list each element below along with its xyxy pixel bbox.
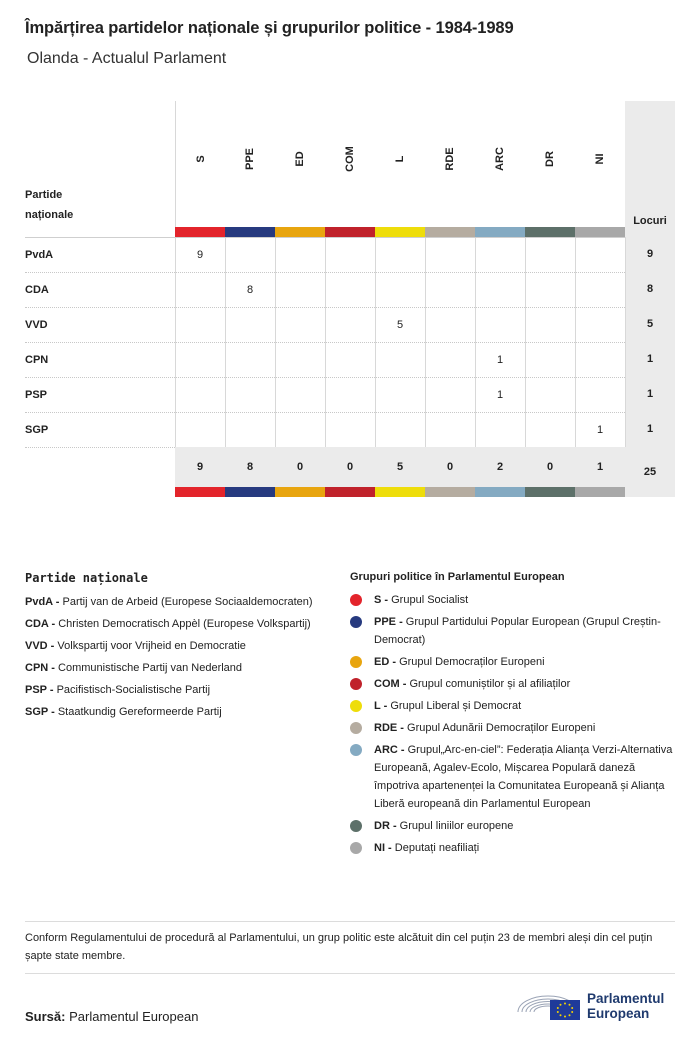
legend-national-parties xyxy=(25,571,325,725)
group-column-com xyxy=(325,101,375,237)
row-total: 5 xyxy=(646,318,654,330)
group-column-ed xyxy=(275,101,325,237)
legend-party-name: Partij van de Arbeid (Europese Sociaaldemocraten) xyxy=(62,596,313,608)
party-name: CDA xyxy=(25,284,49,296)
row-header-label xyxy=(25,185,73,225)
legend-color-dot-icon xyxy=(350,594,362,606)
legend-party-item xyxy=(25,593,325,611)
row-header-line2: naționale xyxy=(25,209,74,221)
column-total: 0 xyxy=(446,461,454,473)
source-label: Sursă: xyxy=(25,1009,66,1024)
group-color-bar-bottom-s xyxy=(175,487,225,497)
legend-color-dot-icon xyxy=(350,700,362,712)
source-line xyxy=(25,1009,198,1024)
group-header-s: S xyxy=(195,155,207,163)
legend-group-item xyxy=(350,719,675,737)
divider-bottom xyxy=(25,973,675,974)
legend-color-dot-icon xyxy=(350,678,362,690)
group-color-bar-top-ed xyxy=(275,227,325,237)
row-total: 9 xyxy=(646,248,654,260)
legend-group-name: Grupul Socialist xyxy=(391,594,469,606)
table-row xyxy=(25,412,625,448)
party-name: CPN xyxy=(25,354,49,366)
total-header-label: Locuri xyxy=(633,215,667,227)
table-row xyxy=(25,272,625,308)
legend-party-name: Staatkundig Gereformeerde Partij xyxy=(57,706,222,718)
legend-color-dot-icon xyxy=(350,656,362,668)
legend-group-code: PPE - xyxy=(374,616,403,628)
seat-cell: 1 xyxy=(496,354,504,366)
legend-party-name: Christen Democratisch Appèl (Europese Volkspartij) xyxy=(58,618,311,630)
legend-party-code: PSP - xyxy=(25,684,54,696)
legend-group-code: ED - xyxy=(374,656,396,668)
group-color-bar-top-dr xyxy=(525,227,575,237)
party-name: PSP xyxy=(25,389,48,401)
legend-color-dot-icon xyxy=(350,616,362,628)
group-color-bar-top-rde xyxy=(425,227,475,237)
page-title: Împărțirea partidelor naționale și grupurilor politice - 1984-1989 xyxy=(25,19,514,37)
grand-total: 25 xyxy=(625,447,675,497)
group-header-com: COM xyxy=(344,146,356,172)
ep-logo xyxy=(516,984,681,1024)
group-column-dr xyxy=(525,101,575,237)
total-row-divider xyxy=(25,447,175,448)
group-color-bar-bottom-com xyxy=(325,487,375,497)
group-header-ed: ED xyxy=(294,151,306,167)
column-total: 9 xyxy=(196,461,204,473)
group-column-l xyxy=(375,101,425,237)
legend-political-groups xyxy=(350,571,675,861)
legend-group-code: S - xyxy=(374,594,389,606)
legend-group-code: ARC - xyxy=(374,744,405,756)
column-total: 8 xyxy=(246,461,254,473)
table-row xyxy=(25,377,625,413)
legend-group-code: COM - xyxy=(374,678,407,690)
column-total: 0 xyxy=(346,461,354,473)
parliament-hemicycle-icon xyxy=(516,984,584,1024)
row-total: 1 xyxy=(646,388,654,400)
column-total: 1 xyxy=(596,461,604,473)
legend-group-name: Grupul Adunării Democraților Europeni xyxy=(407,722,596,734)
legend-party-item xyxy=(25,637,325,655)
legend-group-name: Grupul Partidului Popular European (Grupul Creștin-Democrat) xyxy=(374,616,661,646)
group-column-arc xyxy=(475,101,525,237)
column-total: 5 xyxy=(396,461,404,473)
table-row xyxy=(25,237,625,273)
legend-color-dot-icon xyxy=(350,722,362,734)
table-row xyxy=(25,307,625,343)
legend-group-code: RDE - xyxy=(374,722,404,734)
legend-party-name: Volkspartij voor Vrijheid en Democratie xyxy=(57,640,246,652)
table-row xyxy=(25,342,625,378)
legend-party-code: CDA - xyxy=(25,618,56,630)
legend-group-name: Grupul Liberal și Democrat xyxy=(390,700,522,712)
legend-group-item xyxy=(350,613,675,649)
legend-group-name: Grupul comuniștilor și al afiliaților xyxy=(409,678,571,690)
legend-party-code: SGP - xyxy=(25,706,55,718)
legend-party-code: CPN - xyxy=(25,662,55,674)
group-color-bar-bottom-dr xyxy=(525,487,575,497)
group-color-bar-bottom-ni xyxy=(575,487,625,497)
legend-party-name: Pacifistisch-Socialistische Partij xyxy=(56,684,211,696)
party-name: VVD xyxy=(25,319,48,331)
legend-party-item xyxy=(25,615,325,633)
legend-group-item xyxy=(350,741,675,813)
seat-cell: 9 xyxy=(196,249,204,261)
legend-color-dot-icon xyxy=(350,842,362,854)
column-total: 0 xyxy=(296,461,304,473)
column-total: 0 xyxy=(546,461,554,473)
party-name: SGP xyxy=(25,424,49,436)
legend-color-dot-icon xyxy=(350,820,362,832)
seat-cell: 8 xyxy=(246,284,254,296)
row-total: 8 xyxy=(646,283,654,295)
legend-party-item xyxy=(25,659,325,677)
group-color-bar-bottom-arc xyxy=(475,487,525,497)
legend-group-name: Grupul„Arc-en-ciel”: Federația Alianța Verzi-Alternativa Europeană, Agalev-Ecolo, Mișcarea Populară daneză împotriva apartenenței la Comunitatea Europeană și Alianța Liberă europeană din Parlamentul European xyxy=(374,744,673,810)
group-column-rde xyxy=(425,101,475,237)
group-color-bar-bottom-rde xyxy=(425,487,475,497)
legend-group-item xyxy=(350,839,675,857)
legend-group-code: NI - xyxy=(374,842,392,854)
group-color-bar-top-s xyxy=(175,227,225,237)
group-header-arc: ARC xyxy=(494,147,506,171)
group-column-ni xyxy=(575,101,625,237)
group-header-l: L xyxy=(394,155,406,163)
legend-group-item xyxy=(350,817,675,835)
legend-group-code: DR - xyxy=(374,820,397,832)
seat-cell: 5 xyxy=(396,319,404,331)
total-header xyxy=(625,101,675,237)
page-subtitle: Olanda - Actualul Parlament xyxy=(27,50,227,67)
column-totals-row xyxy=(175,447,625,487)
group-color-bar-top-com xyxy=(325,227,375,237)
legend-groups-heading: Grupuri politice în Parlamentul European xyxy=(350,571,565,583)
seat-cell: 1 xyxy=(496,389,504,401)
row-total: 1 xyxy=(646,353,654,365)
legend-group-item xyxy=(350,591,675,609)
group-color-bar-top-ni xyxy=(575,227,625,237)
legend-party-item xyxy=(25,681,325,699)
legend-party-name: Communistische Partij van Nederland xyxy=(58,662,243,674)
party-name: PvdA xyxy=(25,249,54,261)
legend-group-name: Grupul Democraților Europeni xyxy=(399,656,545,668)
legend-parties-heading: Partide naționale xyxy=(25,571,148,585)
column-total: 2 xyxy=(496,461,504,473)
ep-logo-text xyxy=(587,991,664,1021)
legend-party-code: PvdA - xyxy=(25,596,60,608)
divider-top xyxy=(25,921,675,922)
row-header-line1: Partide xyxy=(25,189,63,201)
source-value: Parlamentul European xyxy=(69,1009,199,1024)
group-header-ppe: PPE xyxy=(244,147,256,171)
legend-group-name: Deputați neafiliați xyxy=(394,842,480,854)
legend-group-name: Grupul liniilor europene xyxy=(399,820,514,832)
group-header-rde: RDE xyxy=(444,147,456,171)
group-color-bar-top-l xyxy=(375,227,425,237)
group-column-ppe xyxy=(225,101,275,237)
legend-group-item xyxy=(350,675,675,693)
seat-distribution-table xyxy=(25,101,675,501)
legend-group-item xyxy=(350,653,675,671)
footnote: Conform Regulamentului de procedură al Parlamentului, un grup politic este alcătuit din cel puțin 23 de membri aleși din cel puțin șapte state membre. xyxy=(25,932,653,962)
group-color-bar-bottom-l xyxy=(375,487,425,497)
legend-party-item xyxy=(25,703,325,721)
legend-group-code: L - xyxy=(374,700,388,712)
group-header-ni: NI xyxy=(594,153,606,165)
group-column-s xyxy=(175,101,226,237)
legend-party-code: VVD - xyxy=(25,640,55,652)
ep-logo-line2: European xyxy=(587,1006,650,1021)
group-color-bar-top-arc xyxy=(475,227,525,237)
legend-group-item xyxy=(350,697,675,715)
seat-cell: 1 xyxy=(596,424,604,436)
group-header-dr: DR xyxy=(544,151,556,167)
group-color-bar-bottom-ppe xyxy=(225,487,275,497)
row-total: 1 xyxy=(646,423,654,435)
legend-color-dot-icon xyxy=(350,744,362,756)
group-color-bar-bottom-ed xyxy=(275,487,325,497)
group-color-bar-top-ppe xyxy=(225,227,275,237)
ep-logo-line1: Parlamentul xyxy=(587,991,665,1006)
